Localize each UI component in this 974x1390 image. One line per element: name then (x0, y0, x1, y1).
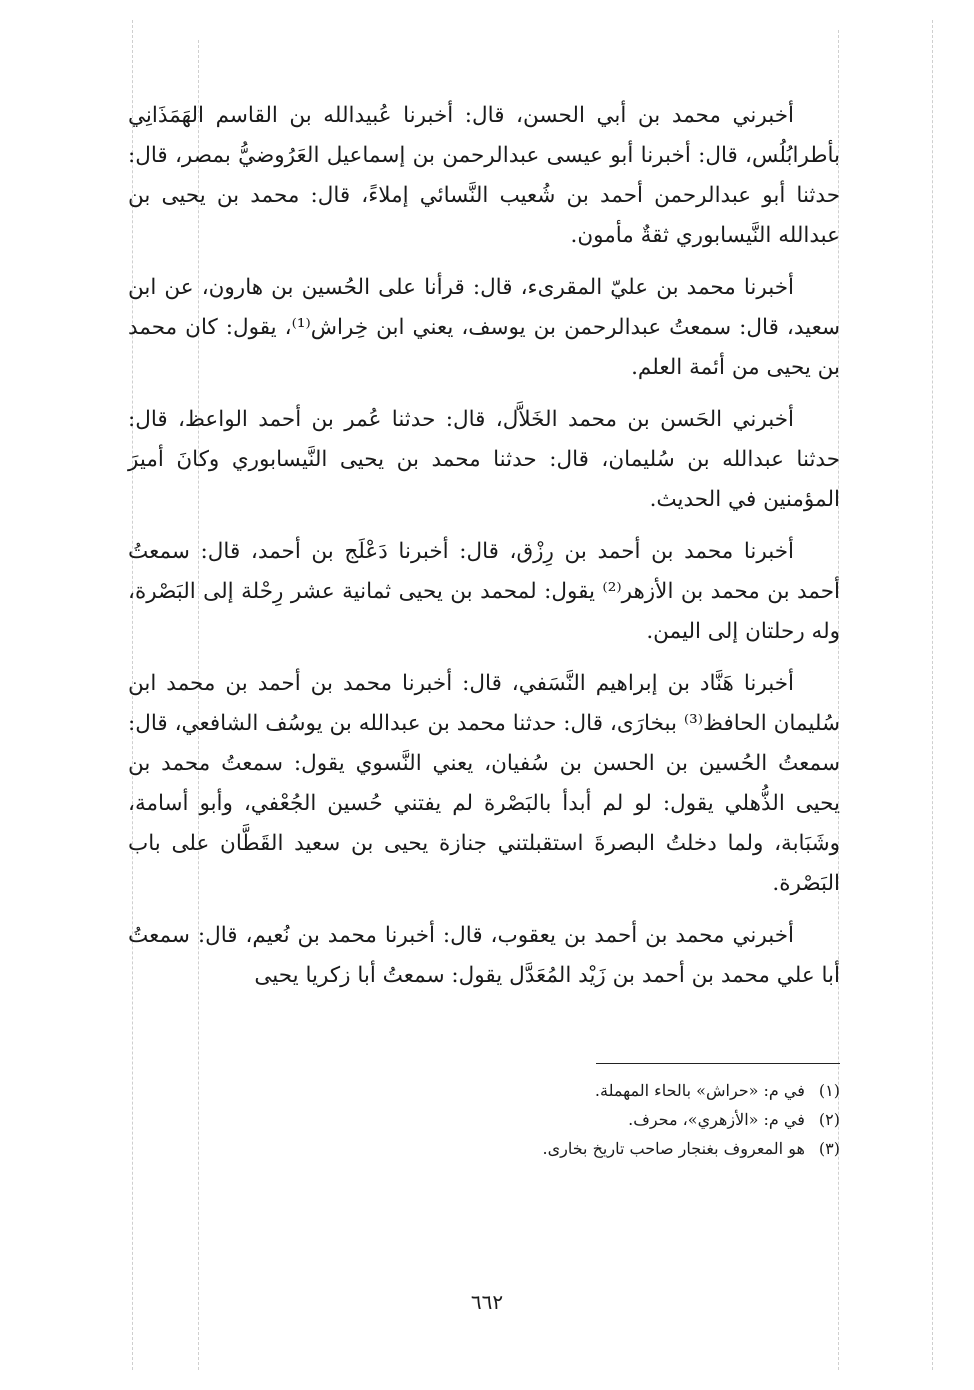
footnote-text: هو المعروف بغنجار صاحب تاريخ بخارى. (542, 1139, 805, 1158)
paragraph: أخبرني محمد بن أبي الحسن، قال: أخبرنا عُبيدالله بن القاسم الهَمَذَانِي بأطرابُلُس، قال: أخبرنا أبو عيسى عبدالرحمن بن إسماعيل العَرُوضيُّ بمصر، قال: حدثنا أبو عبدالرحمن أحمد بن شُعيب النَّسائي إملاءً، قال: محمد بن يحيى بن عبدالله النَّيسابوري ثقةٌ مأمون. (128, 103, 840, 248)
main-text (128, 96, 840, 996)
paragraph: أخبرنا محمد بن عليّ المقرىء، قال: قرأنا على الحُسين بن هارون، عن ابن سعيد، قال: سمعتُ عبدالرحمن بن يوسف، يعني ابن خِراش⁽¹⁾، يقول: كان محمد بن يحيى من أئمة العلم. (128, 275, 840, 380)
paragraph: أخبرني محمد بن أحمد بن يعقوب، قال: أخبرنا محمد بن نُعيم، قال: سمعتُ أبا علي محمد بن أحمد بن زَيْد المُعَدَّل يقول: سمعتُ أبا زكريا يحيى (128, 923, 840, 988)
footnotes (300, 1076, 840, 1163)
footnote-separator (596, 1063, 840, 1064)
footnote-number: (١) (818, 1081, 840, 1100)
paragraph: أخبرنا محمد بن أحمد بن رِزْق، قال: أخبرنا دَعْلَج بن أحمد، قال: سمعتُ أحمد بن محمد بن الأزهر⁽²⁾ يقول: لمحمد بن يحيى ثمانية عشر رِحْلة إلى البَصْرة، وله رحلتان إلى اليمن. (128, 539, 840, 644)
footnote (300, 1105, 840, 1134)
footnote (300, 1134, 840, 1163)
page-number: ٦٦٢ (470, 1290, 504, 1314)
footnote-text: في م: «حراش» بالحاء المهملة. (594, 1081, 805, 1100)
footnote-number: (٣) (818, 1139, 840, 1158)
footnote-number: (٢) (818, 1110, 840, 1129)
scan-guide-line (932, 20, 933, 1370)
footnote (300, 1076, 840, 1105)
footnote-text: في م: «الأزهري»، محرف. (628, 1110, 805, 1129)
paragraph: أخبرنا هَنَّاد بن إبراهيم النَّسَفي، قال: أخبرنا محمد بن أحمد بن محمد ابن سُليمان الحافظ⁽³⁾ ببخارَى، قال: حدثنا محمد بن عبدالله بن يوسُف الشافعي، قال: سمعتُ الحُسين بن الحسن بن سُفيان، يعني النَّسوي يقول: سمعتُ محمد بن يحيى الذُّهلي يقول: لو لم أبدأ بالبَصْرة لم يفتني حُسين الجُعْفي، وأبو أسامة، وشَبَابة، ولما دخلتُ البصرةَ استقبلتني جنازة يحيى بن سعيد القَطَّان على باب البَصْرة. (128, 671, 840, 896)
paragraph: أخبرني الحَسن بن محمد الخَلاَّل، قال: حدثنا عُمر بن أحمد الواعظ، قال: حدثنا عبدالله بن سُليمان، قال: حدثنا محمد بن يحيى النَّيسابوري وكانَ أميرَ المؤمنين في الحديث. (128, 407, 840, 512)
